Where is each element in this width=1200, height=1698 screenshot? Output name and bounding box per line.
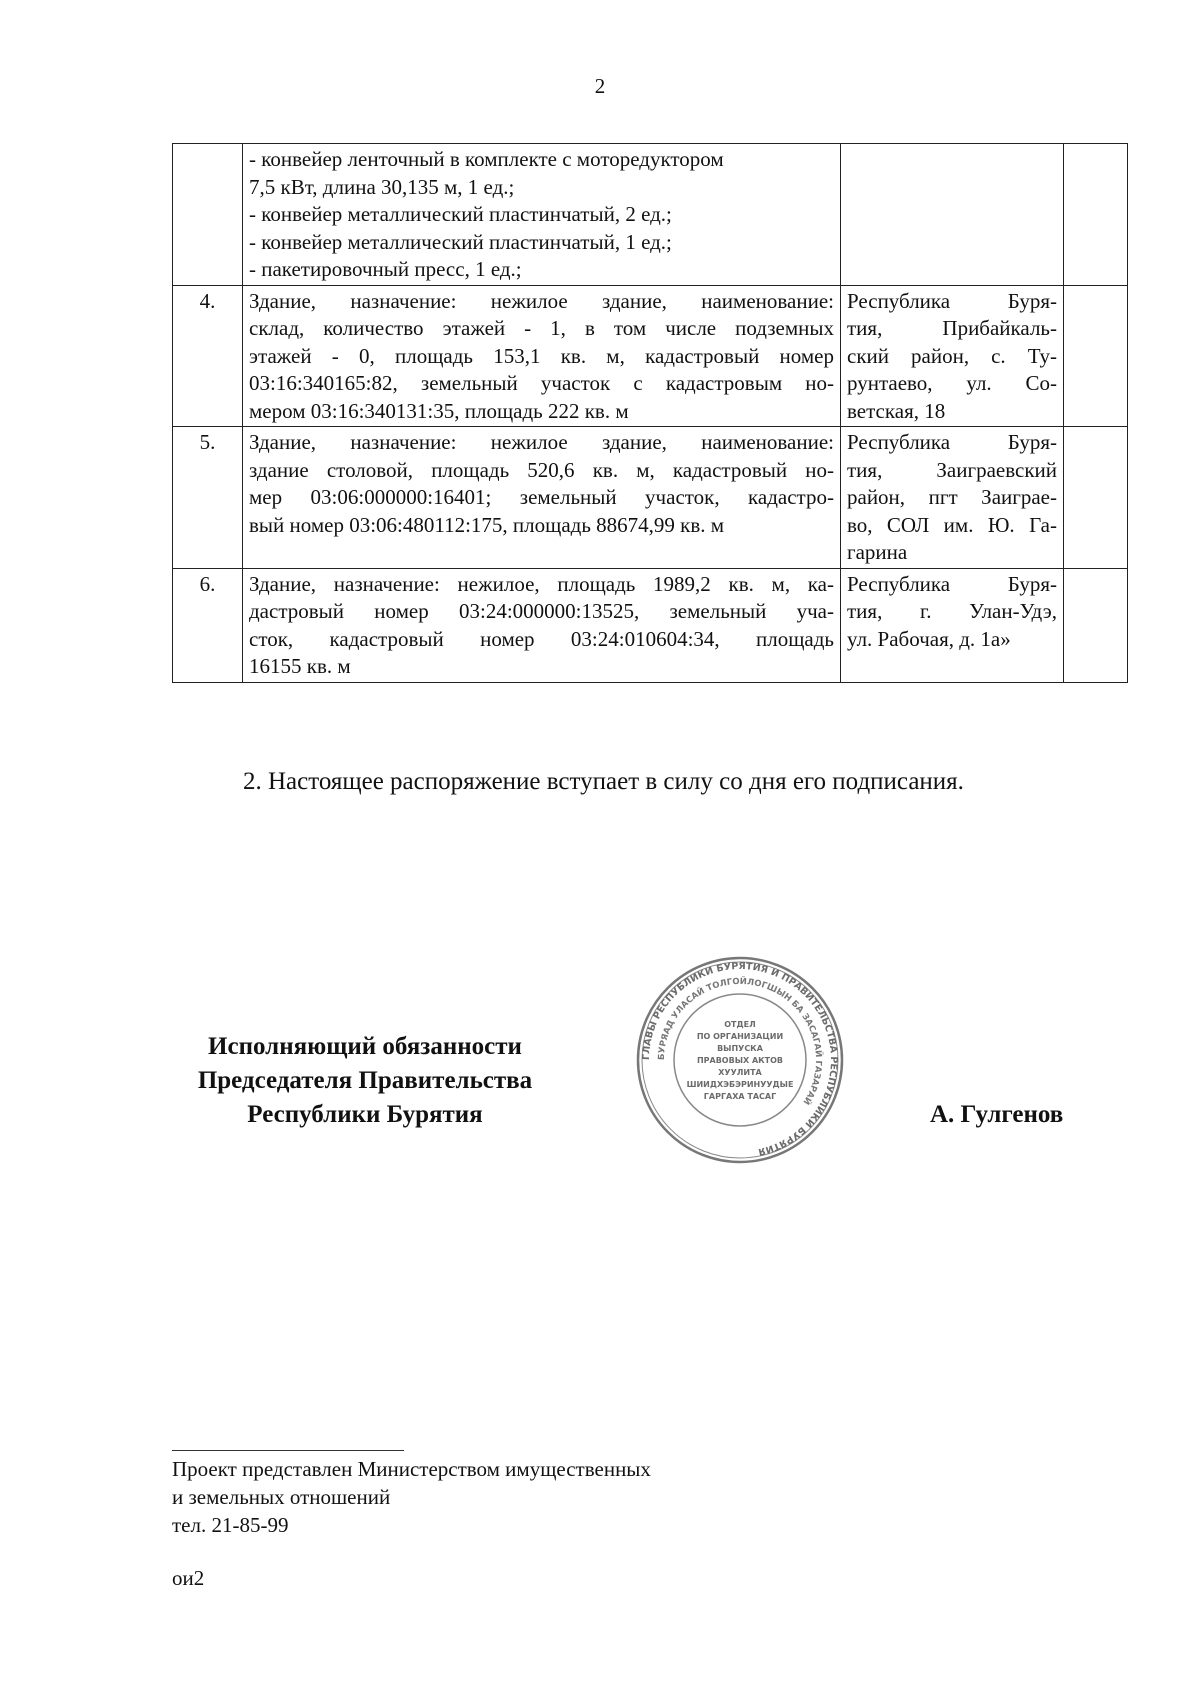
description-line: Здание, назначение: нежилое, площадь 1989,2 кв. м, ка- [249, 571, 834, 596]
address-line: ский район, с. Ту- [847, 343, 1057, 368]
address-line: гарина [847, 540, 908, 564]
footnote [172, 1455, 792, 1539]
empty-cell [1064, 285, 1128, 427]
footnote-divider [172, 1450, 404, 1451]
description-line: Здание, назначение: нежилое здание, наименование: [249, 430, 834, 454]
property-description [243, 427, 841, 569]
table-row [173, 427, 1128, 569]
description-line: - конвейер ленточный в комплекте с моторедуктором [249, 147, 724, 171]
empty-cell [1064, 568, 1128, 682]
seal-center-line: ВЫПУСКА [717, 1044, 763, 1053]
description-line: этажей - 0, площадь 153,1 кв. м, кадастровый номер [249, 343, 834, 368]
description-line: 7,5 кВт, длина 30,135 м, 1 ед.; [249, 174, 515, 199]
empty-cell [1064, 144, 1128, 286]
effective-clause: 2. Настоящее распоряжение вступает в силу со дня его подписания. [243, 768, 964, 795]
seal-center-line: ОТДЕЛ [724, 1020, 756, 1029]
property-address [841, 285, 1064, 427]
footnote-line: тел. 21-85-99 [172, 1513, 289, 1537]
seal-center-line: ПРАВОВЫХ АКТОВ [696, 1056, 784, 1065]
description-line: - конвейер металлический пластинчатый, 2 ед.; [249, 202, 672, 226]
description-line: здание столовой, площадь 520,6 кв. м, кадастровый но- [249, 457, 834, 482]
description-line: дастровый номер 03:24:000000:13525, земельный уча- [249, 599, 834, 623]
document-code: ои2 [172, 1566, 205, 1590]
seal-outer-text: ГЛАВЫ РЕСПУБЛИКИ БУРЯТИЯ И ПРАВИТЕЛЬСТВА РЕСПУБЛИКИ БУРЯТИЯ [640, 960, 840, 1158]
page-number: 2 [594, 74, 606, 98]
signatory-title-line: Республики Бурятия [247, 1101, 483, 1128]
official-seal [635, 955, 845, 1165]
footnote-line: и земельных отношений [172, 1485, 391, 1509]
description-line: 03:16:340165:82, земельный участок с кадастровым но- [249, 371, 834, 395]
description-line: Здание, назначение: нежилое здание, наименование: [249, 288, 834, 313]
address-line: тия, Прибайкаль- [847, 316, 1057, 340]
row-number: 6. [173, 568, 243, 682]
property-description [243, 285, 841, 427]
seal-inner-text: БУРЯАД УЛАСАЙ ТОЛГОЙЛОГШЫН БА ЗАСАГАЙ ГАЗАРАЙ [656, 976, 824, 1107]
property-description [243, 568, 841, 682]
seal-center-line: ХУУЛИТА [718, 1068, 762, 1077]
address-line: тия, г. Улан-Удэ, [847, 599, 1057, 623]
property-address [841, 427, 1064, 569]
empty-cell [1064, 427, 1128, 569]
table-row [173, 285, 1128, 427]
property-table [172, 143, 1128, 683]
description-line: - пакетировочный пресс, 1 ед.; [249, 257, 522, 281]
description-line: 16155 кв. м [249, 654, 351, 678]
signatory-title-line: Исполняющий обязанности [208, 1033, 522, 1060]
table-row [173, 568, 1128, 682]
address-line: Республика Буря- [847, 288, 1057, 313]
description-line: мер 03:06:000000:16401; земельный участок, кадастро- [249, 485, 834, 509]
address-line: тия, Заиграевский [847, 457, 1057, 482]
address-line: рунтаево, ул. Со- [847, 371, 1057, 395]
description-line: - конвейер металлический пластинчатый, 1 ед.; [249, 229, 672, 254]
footnote-line: Проект представлен Министерством имущественных [172, 1457, 651, 1481]
signatory-name: А. Гулгенов [930, 1101, 1064, 1128]
address-line: ветская, 18 [847, 398, 946, 423]
property-description [243, 144, 841, 286]
row-number [173, 144, 243, 286]
seal-center-line: ГАРГАХА ТАСАГ [703, 1092, 777, 1101]
address-line: Республика Буря- [847, 571, 1057, 596]
row-number: 4. [173, 285, 243, 427]
description-line: мером 03:16:340131:35, площадь 222 кв. м [249, 398, 629, 423]
signatory-title [160, 1030, 570, 1132]
seal-center-line: ШИИДХЭБЭРИНУУДЫЕ [686, 1080, 794, 1089]
description-line: склад, количество этажей - 1, в том числе подземных [249, 316, 834, 340]
description-line: вый номер 03:06:480112:175, площадь 88674,99 кв. м [249, 512, 725, 537]
address-line: во, СОЛ им. Ю. Га- [847, 512, 1057, 537]
seal-center-line: ПО ОРГАНИЗАЦИИ [696, 1032, 784, 1041]
signatory-title-line: Председателя Правительства [197, 1067, 533, 1094]
row-number: 5. [173, 427, 243, 569]
description-line: сток, кадастровый номер 03:24:010604:34, площадь [249, 626, 834, 651]
property-address [841, 568, 1064, 682]
address-line: район, пгт Заиграе- [847, 485, 1057, 509]
table-row [173, 144, 1128, 286]
address-line: ул. Рабочая, д. 1а» [847, 626, 1011, 651]
address-line: Республика Буря- [847, 430, 1057, 454]
property-address [841, 144, 1064, 286]
